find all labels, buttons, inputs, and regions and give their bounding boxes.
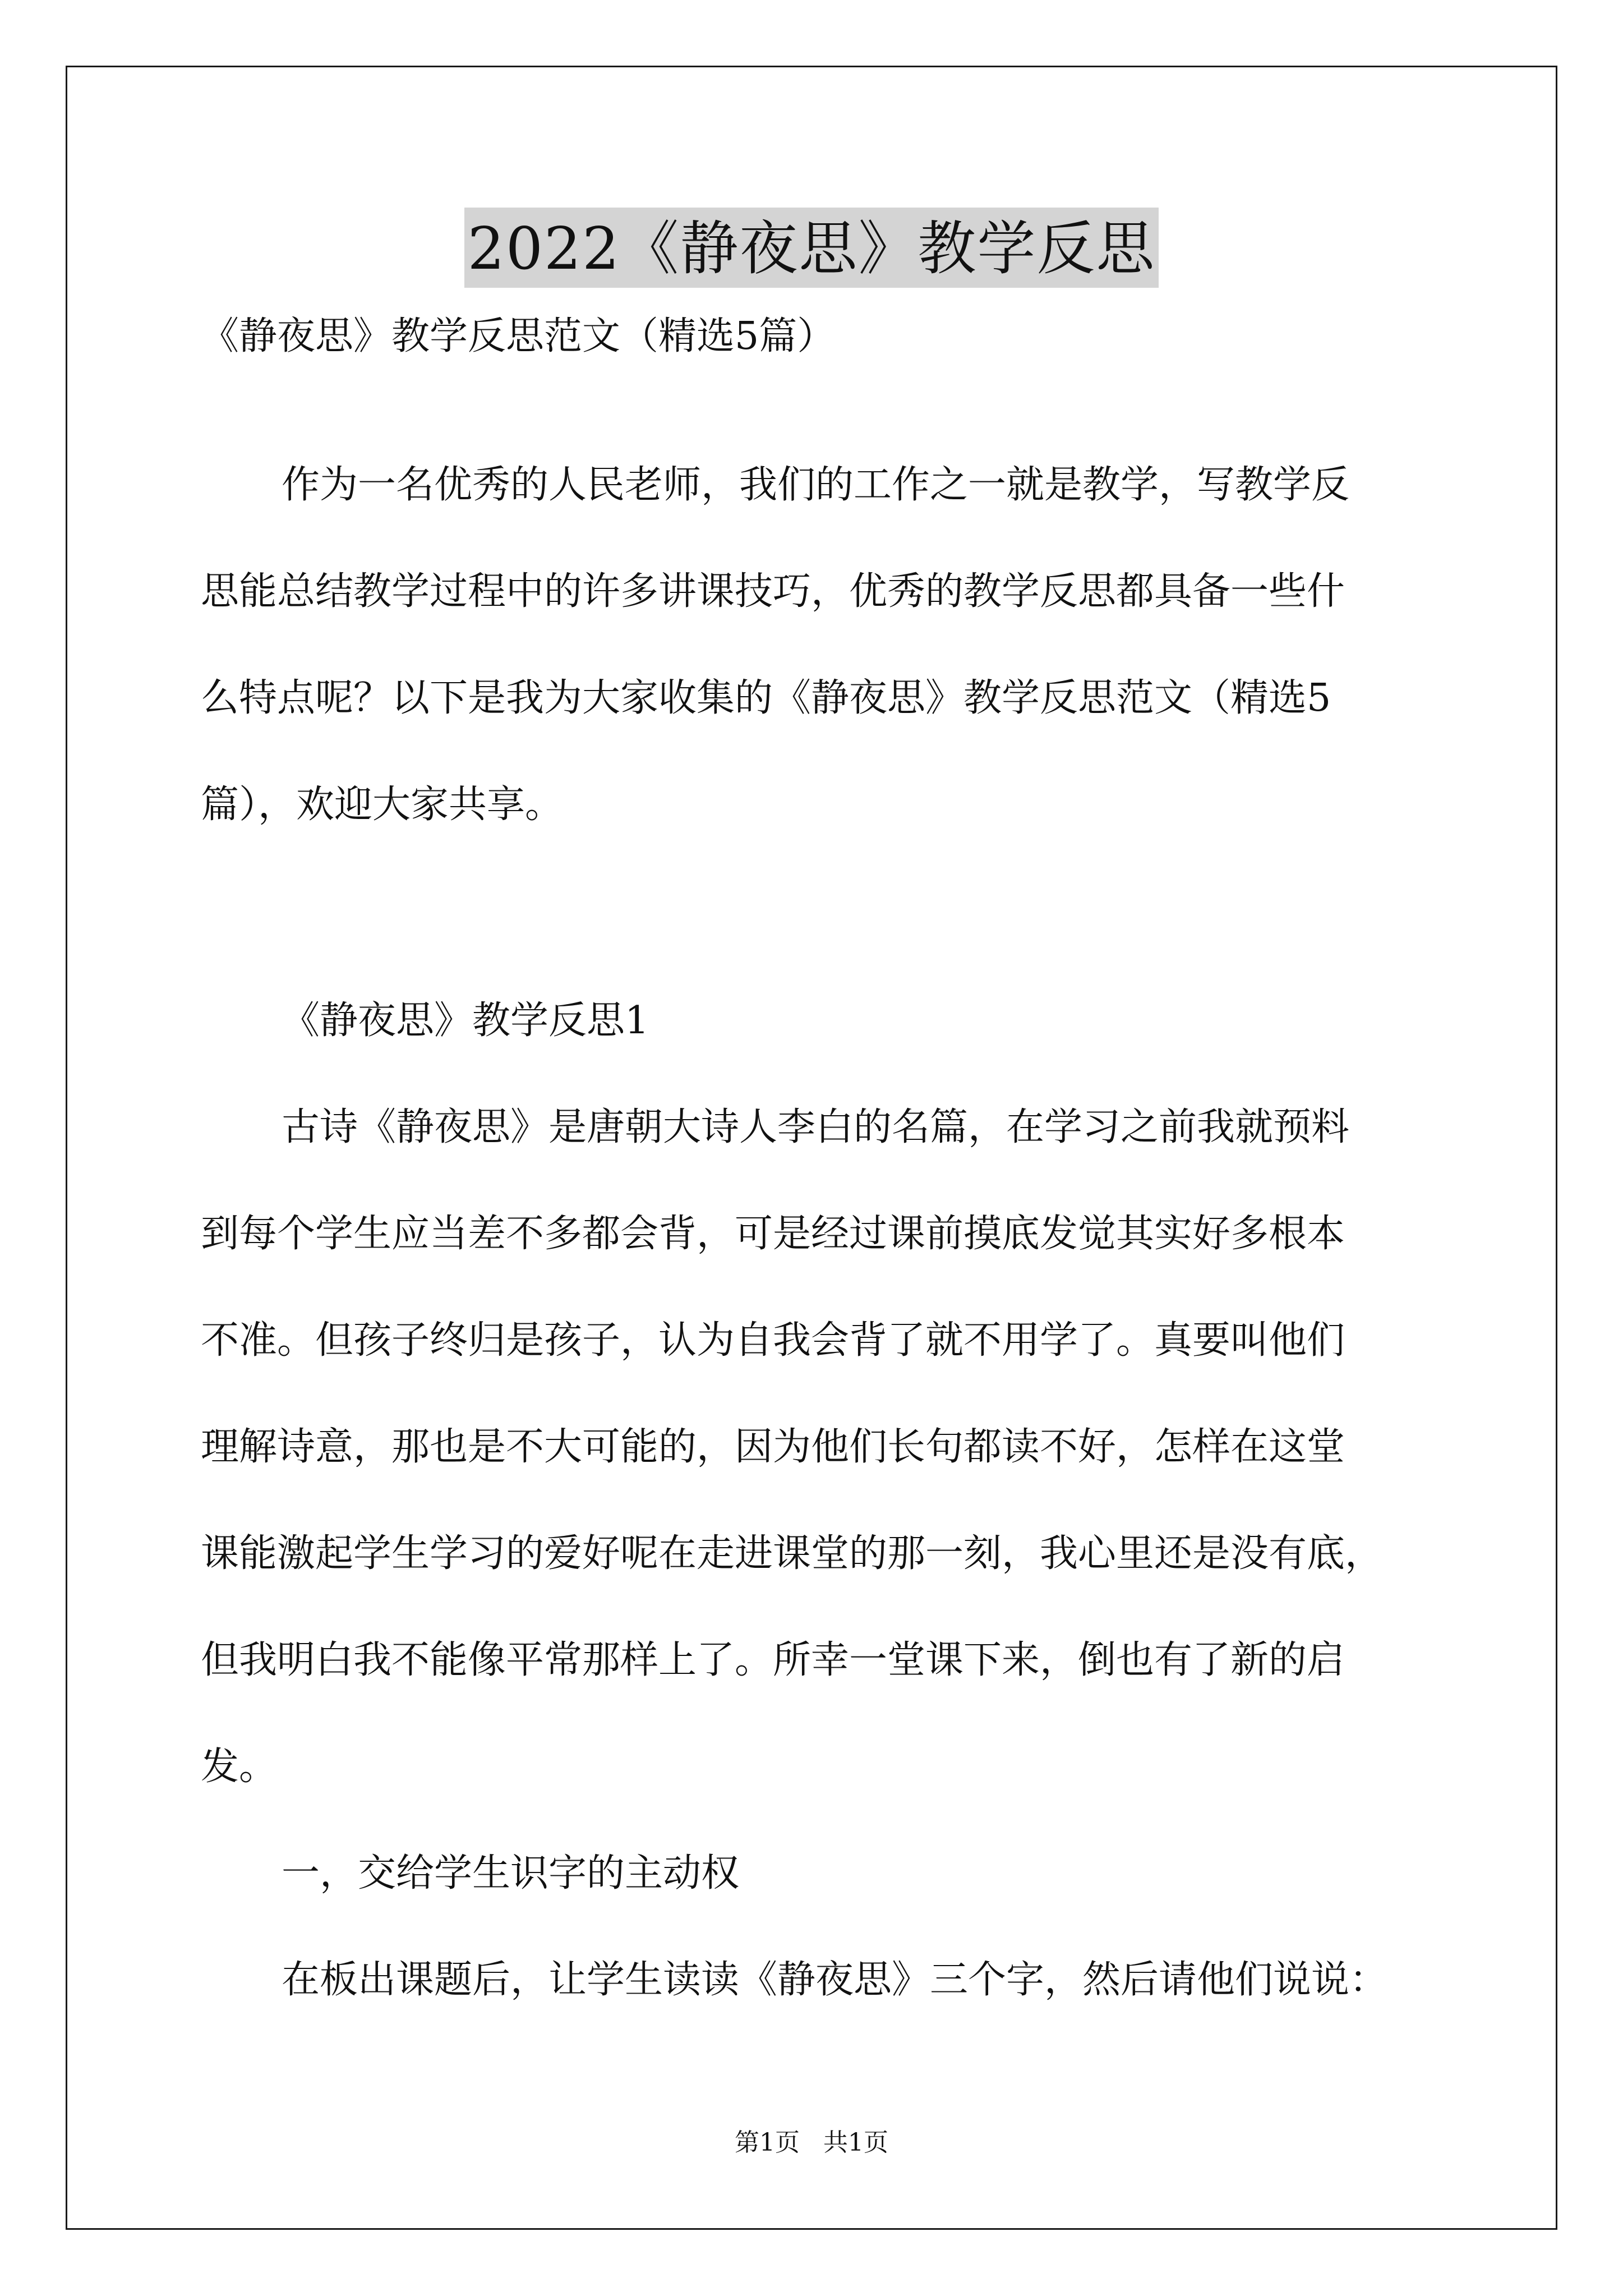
title-container xyxy=(0,208,1623,288)
point-line: 在板出课题后，让学生读读《静夜思》三个字，然后请他们说说： xyxy=(282,1958,1388,2002)
intro-line-1: 作为一名优秀的人民老师，我们的工作之一就是教学，写教学反 xyxy=(282,463,1350,507)
document-subtitle: 《静夜思》教学反思范文（精选5篇） xyxy=(201,314,836,358)
intro-line-2: 思能总结教学过程中的许多讲课技巧，优秀的教学反思都具备一些什 xyxy=(201,569,1345,614)
point-heading: 一，交给学生识字的主动权 xyxy=(282,1851,740,1895)
body-line-5: 课能激起学生学习的爱好呢在走进课堂的那一刻，我心里还是没有底， xyxy=(201,1531,1384,1576)
body-line-7: 发。 xyxy=(201,1745,278,1789)
body-line-4: 理解诗意，那也是不大可能的，因为他们长句都读不好，怎样在这堂 xyxy=(201,1425,1345,1469)
intro-line-3: 么特点呢？以下是我为大家收集的《静夜思》教学反思范文（精选5 xyxy=(201,676,1331,720)
document-title: 2022《静夜思》教学反思 xyxy=(464,208,1159,288)
intro-line-4: 篇），欢迎大家共享。 xyxy=(201,783,564,827)
page-footer: 第1页 共1页 xyxy=(735,2128,888,2157)
body-line-6: 但我明白我不能像平常那样上了。所幸一堂课下来，倒也有了新的启 xyxy=(201,1638,1345,1682)
section-heading: 《静夜思》教学反思1 xyxy=(282,999,649,1043)
body-line-1: 古诗《静夜思》是唐朝大诗人李白的名篇，在学习之前我就预料 xyxy=(282,1105,1350,1149)
body-line-2: 到每个学生应当差不多都会背，可是经过课前摸底发觉其实好多根本 xyxy=(201,1212,1345,1256)
body-line-3: 不准。但孩子终归是孩子，认为自我会背了就不用学了。真要叫他们 xyxy=(201,1318,1345,1363)
